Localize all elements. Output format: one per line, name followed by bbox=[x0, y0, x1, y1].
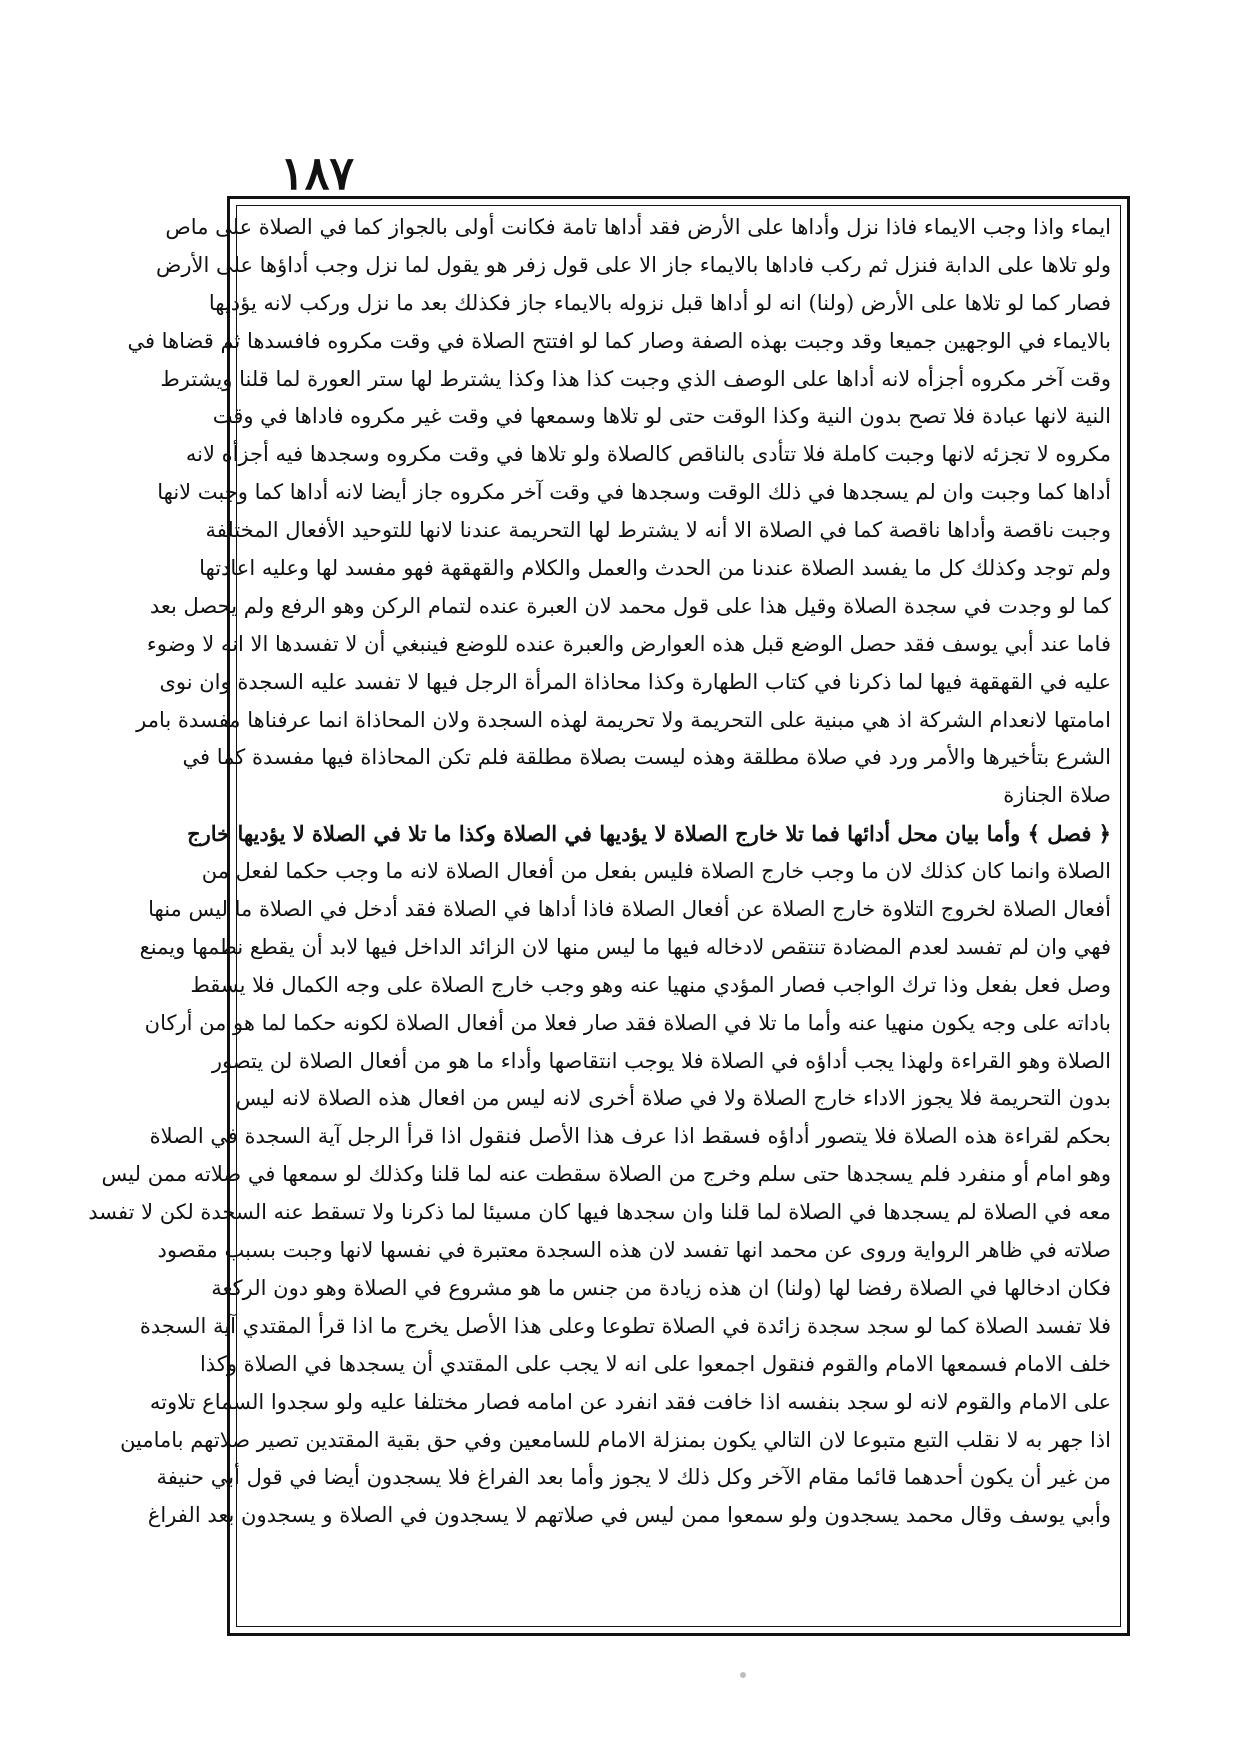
text-line: ايماء واذا وجب الايماء فاذا نزل وأداها على الأرض فقد أداها تامة فكانت أولى بالجواز كما في الصلاة على ماص bbox=[165, 215, 1111, 239]
text-line: فكان ادخالها في الصلاة رفضا لها (ولنا) ان هذه زيادة من جنس ما هو مشروع في الصلاة وهو دون الركعة bbox=[211, 1275, 1111, 1300]
text-line: الصلاة وهو القراءة ولهذا يجب أداؤه في الصلاة فلا يوجب انتقاصها وأداء ما هو من أفعال الصلاة لن يتصور bbox=[211, 1048, 1111, 1073]
text-line: وأبي يوسف وقال محمد يسجدون ولو سمعوا ممن ليس في صلاتهم لا يسجدون في الصلاة و يسجدون بعد الفراغ bbox=[147, 1503, 1111, 1528]
text-line: كما لو وجدت في سجدة الصلاة وقيل هذا على قول محمد لان العبرة عنده لتمام الركن وهو الرفع ولم يحصل بعد bbox=[149, 593, 1111, 618]
text-line: وجبت ناقصة وأداها ناقصة كما في الصلاة الا أنه لا يشترط لها التحريمة عندنا لانها للتوحيد الأفعال المختلفة bbox=[205, 518, 1111, 543]
text-line-paragraph-end: صلاة الجنازة bbox=[1003, 783, 1111, 808]
text-line: بالايماء في الوجهين جميعا وقد وجبت بهذه الصفة وصار كما لو افتتح الصلاة في وقت مكروه فافسدها ثم قضاها في bbox=[127, 328, 1111, 353]
text-line: النية لانها عبادة فلا تصح بدون النية وكذا الوقت حتى لو تلاها وسمعها في وقت غير مكروه فاداها في وقت bbox=[212, 404, 1111, 429]
text-line: بحكم لقراءة هذه الصلاة فلا يتصور أداؤه فسقط اذا عرف هذا الأصل فنقول اذا قرأ الرجل آية السجدة في الصلاة bbox=[149, 1124, 1111, 1149]
text-line: خلف الامام فسمعها الامام والقوم فنقول اجمعوا على انه لا يجب على المقتدي أن يسجدها في الصلاة وكذا bbox=[199, 1351, 1111, 1376]
text-line: فصار كما لو تلاها على الأرض (ولنا) انه لو أداها قبل نزوله بالايماء جاز فكذلك بعد ما نزل وركب لانه يؤديها bbox=[208, 290, 1111, 315]
text-line: الصلاة وانما كان كذلك لان ما وجب خارج الصلاة فليس بفعل من أفعال الصلاة لانه ما وجب حكما لفعل من bbox=[201, 859, 1111, 884]
section-heading-line: ﴿ فصل ﴾ وأما بيان محل أدائها فما تلا خارج الصلاة لا يؤديها في الصلاة وكذا ما تلا في الصلاة لا يؤديها خارج bbox=[187, 821, 1111, 847]
text-line: فلا تفسد الصلاة كما لو سجد سجدة زائدة في الصلاة تطوعا وعلى هذا الأصل يخرج ما اذا قرأ المقتدي آية السجدة bbox=[139, 1313, 1111, 1338]
text-line: فاما عند أبي يوسف فقد حصل الوضع قبل هذه العوارض والعبرة عنده للوضع فينبغي أن لا تفسدها الا انه لا وضوء bbox=[146, 631, 1111, 656]
text-line: صلاته في ظاهر الرواية وروى عن محمد انها تفسد لان هذه السجدة معتبرة في نفسها لانها وجبت بسبب مقصود bbox=[157, 1238, 1111, 1263]
text-line: ولو تلاها على الدابة فنزل ثم ركب فاداها بالايماء جاز الا على قول زفر هو يقول لما نزل وجب أداؤها على الأرض bbox=[155, 252, 1111, 277]
main-text-block bbox=[88, 209, 1111, 1535]
text-line: بدون التحريمة فلا يجوز الاداء خارج الصلاة ولا في صلاة أخرى لانه ليس من افعال هذه الصلاة لانه ليس bbox=[235, 1086, 1111, 1111]
text-line: عليه في القهقهة فيها لما ذكرنا في كتاب الطهارة وكذا محاذاة المرأة الرجل فيها لا تفسد عليه السجدة وان نوى bbox=[159, 669, 1111, 694]
page-number: ١٨٧ bbox=[280, 146, 355, 200]
text-line: معه في الصلاة لم يسجدها في الصلاة لما قلنا وان سجدها فيها كان مسيئا لما ذكرنا ولا تسقط عنه السجدة لكن لا تفسد bbox=[88, 1200, 1111, 1225]
text-line: اذا جهر به لا نقلب التبع متبوعا لان التالي يكون بمنزلة الامام للسامعين وفي حق بقية المقتدين تصير صلاتهم بامامين bbox=[120, 1427, 1111, 1452]
text-line: الشرع بتأخيرها والأمر ورد في صلاة مطلقة وهذه ليست بصلاة مطلقة فلم تكن المحاذاة فيها مفسدة كما في bbox=[182, 745, 1111, 770]
text-line: من غير أن يكون أحدهما قائما مقام الآخر وكل ذلك لا يجوز وأما بعد الفراغ فلا يسجدون أيضا في قول أبي حنيفة bbox=[156, 1465, 1111, 1490]
text-line: فهي وان لم تفسد لعدم المضادة تنتقص لادخاله فيها ما ليس منها لان الزائد الداخل فيها لابد أن يقطع نظمها ويمنع bbox=[139, 934, 1111, 959]
text-line: باداته على وجه يكون منهيا عنه وأما ما تلا في الصلاة فقد صار فعلا من أفعال الصلاة لكونه حكما لما هو من أركان bbox=[144, 1010, 1111, 1035]
text-line: على الامام والقوم لانه لو سجد بنفسه اذا خافت فقد انفرد عن امامه فصار مختلفا عليه ولو سجدوا السماع تلاوته bbox=[149, 1389, 1111, 1414]
text-line: امامتها لانعدام الشركة اذ هي مبنية على التحريمة ولا تحريمة لهذه السجدة ولان المحاذاة انما عرفناها مفسدة بامر bbox=[136, 707, 1111, 732]
text-line: وقت آخر مكروه أجزأه لانه أداها على الوصف الذي وجبت كذا هذا وكذا يشترط لها ستر العورة لما قلنا ويشترط bbox=[160, 366, 1111, 391]
text-line: وهو امام أو منفرد فلم يسجدها حتى سلم وخرج من الصلاة سقطت عنه لما قلنا وكذلك لو سمعها في صلاته ممن ليس bbox=[101, 1162, 1111, 1187]
text-line: أداها كما وجبت وان لم يسجدها في ذلك الوقت وسجدها في وقت آخر مكروه جاز أيضا لانه أداها كما وجبت لانها bbox=[157, 480, 1111, 505]
text-line: مكروه لا تجزئه لانها وجبت كاملة فلا تتأدى بالناقص كالصلاة ولو تلاها في وقت مكروه وسجدها فيه أجزأه لانه bbox=[185, 442, 1111, 467]
text-line: ولم توجد وكذلك كل ما يفسد الصلاة عندنا من الحدث والعمل والكلام والقهقهة فهو مفسد لها وعليه اعادتها bbox=[199, 556, 1111, 581]
text-line: أفعال الصلاة لخروج التلاوة خارج الصلاة عن أفعال الصلاة فاذا أداها في الصلاة فقد أدخل في الصلاة ما ليس منها bbox=[148, 897, 1111, 922]
scan-speck bbox=[740, 1672, 746, 1678]
text-line: وصل فعل بفعل وذا ترك الواجب فصار المؤدي منهيا عنه وهو وجب خارج الصلاة على وجه الكمال فلا يسقط bbox=[190, 972, 1111, 997]
